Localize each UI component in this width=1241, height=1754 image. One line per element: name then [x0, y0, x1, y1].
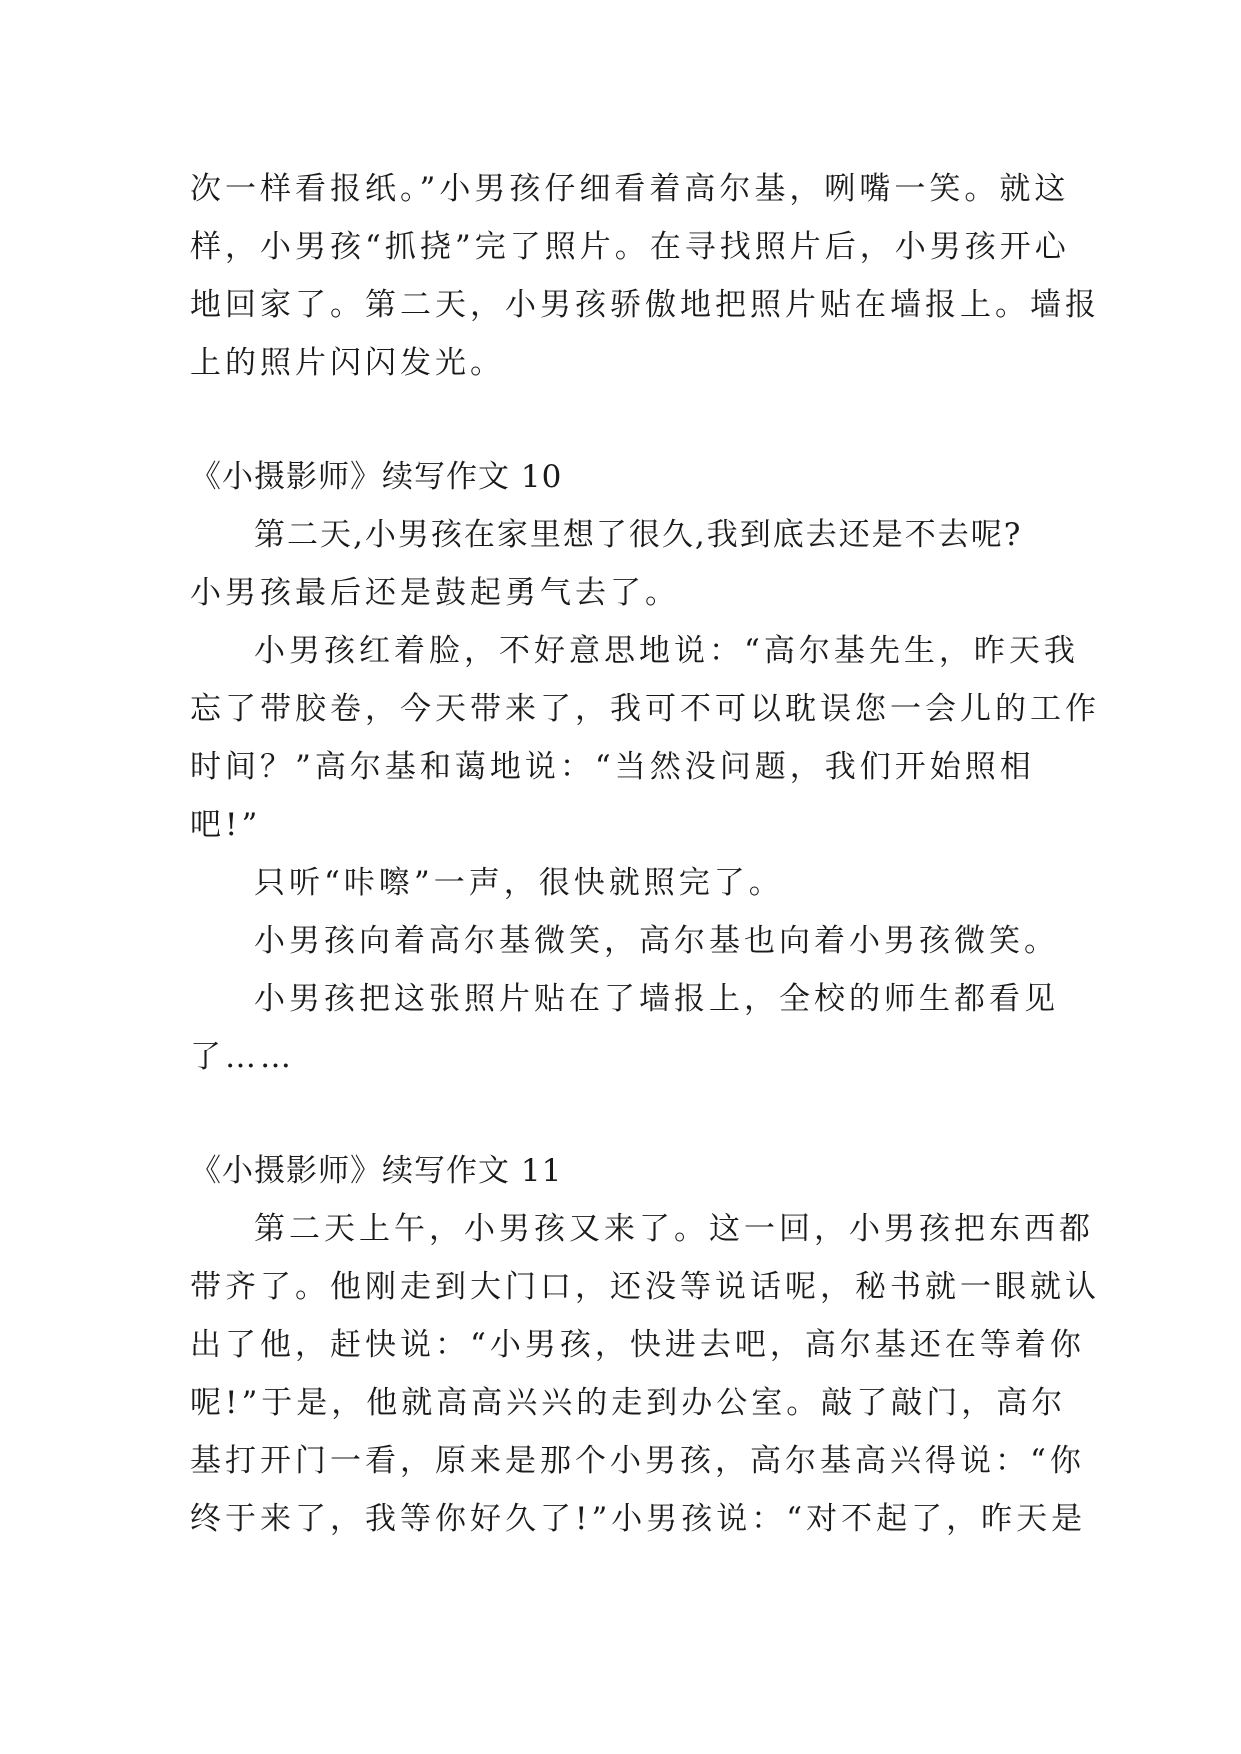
essay-section-11 — [190, 1142, 1100, 1548]
paragraph-line: 基打开门一看，原来是那个小男孩，高尔基高兴得说：“你 — [190, 1443, 1085, 1479]
paragraph-line: 忘了带胶卷，今天带来了，我可不可以耽误您一会儿的工作 — [190, 691, 1100, 727]
section-spacer — [190, 392, 1060, 448]
paragraph-line: 小男孩把这张照片贴在了墙报上，全校的师生都看见 — [254, 981, 1059, 1017]
essay-section-10 — [190, 448, 1100, 1086]
paragraph-line: 第二天,小男孩在家里想了很久,我到底去还是不去呢? — [254, 517, 1023, 553]
paragraph-line: 时间？”高尔基和蔼地说：“当然没问题，我们开始照相 — [190, 749, 1035, 785]
paragraph-line: 吧!” — [190, 807, 262, 843]
paragraph-line: 样，小男孩“抓挠”完了照片。在寻找照片后，小男孩开心 — [190, 229, 1070, 265]
section-spacer — [190, 1086, 1060, 1142]
paragraph-line: 小男孩向着高尔基微笑，高尔基也向着小男孩微笑。 — [254, 923, 1059, 959]
paragraph-line: 小男孩红着脸，不好意思地说：“高尔基先生，昨天我 — [254, 633, 1079, 669]
paragraph-line: 次一样看报纸。”小男孩仔细看着高尔基，咧嘴一笑。就这 — [190, 171, 1070, 207]
document-page — [190, 160, 1100, 1548]
paragraph-line: 只听“咔嚓”一声，很快就照完了。 — [254, 865, 784, 901]
paragraph-line: 终于来了，我等你好久了!”小男孩说：“对不起了，昨天是 — [190, 1501, 1087, 1537]
paragraph-line: 小男孩最后还是鼓起勇气去了。 — [190, 575, 680, 611]
paragraph-line: 上的照片闪闪发光。 — [190, 345, 505, 381]
paragraph-line: 地回家了。第二天，小男孩骄傲地把照片贴在墙报上。墙报 — [190, 287, 1100, 323]
paragraph-line: 了…… — [190, 1039, 295, 1075]
paragraph-line: 第二天上午，小男孩又来了。这一回，小男孩把东西都 — [254, 1211, 1094, 1247]
section-title: 《小摄影师》续写作文 11 — [190, 1153, 563, 1189]
paragraph-line: 呢!”于是，他就高高兴兴的走到办公室。敲了敲门，高尔 — [190, 1385, 1067, 1421]
section-title: 《小摄影师》续写作文 10 — [190, 459, 563, 495]
previous-section-text — [190, 160, 1100, 392]
paragraph-line: 带齐了。他刚走到大门口，还没等说话呢，秘书就一眼就认 — [190, 1269, 1100, 1305]
paragraph-line: 出了他，赶快说：“小男孩，快进去吧，高尔基还在等着你 — [190, 1327, 1085, 1363]
